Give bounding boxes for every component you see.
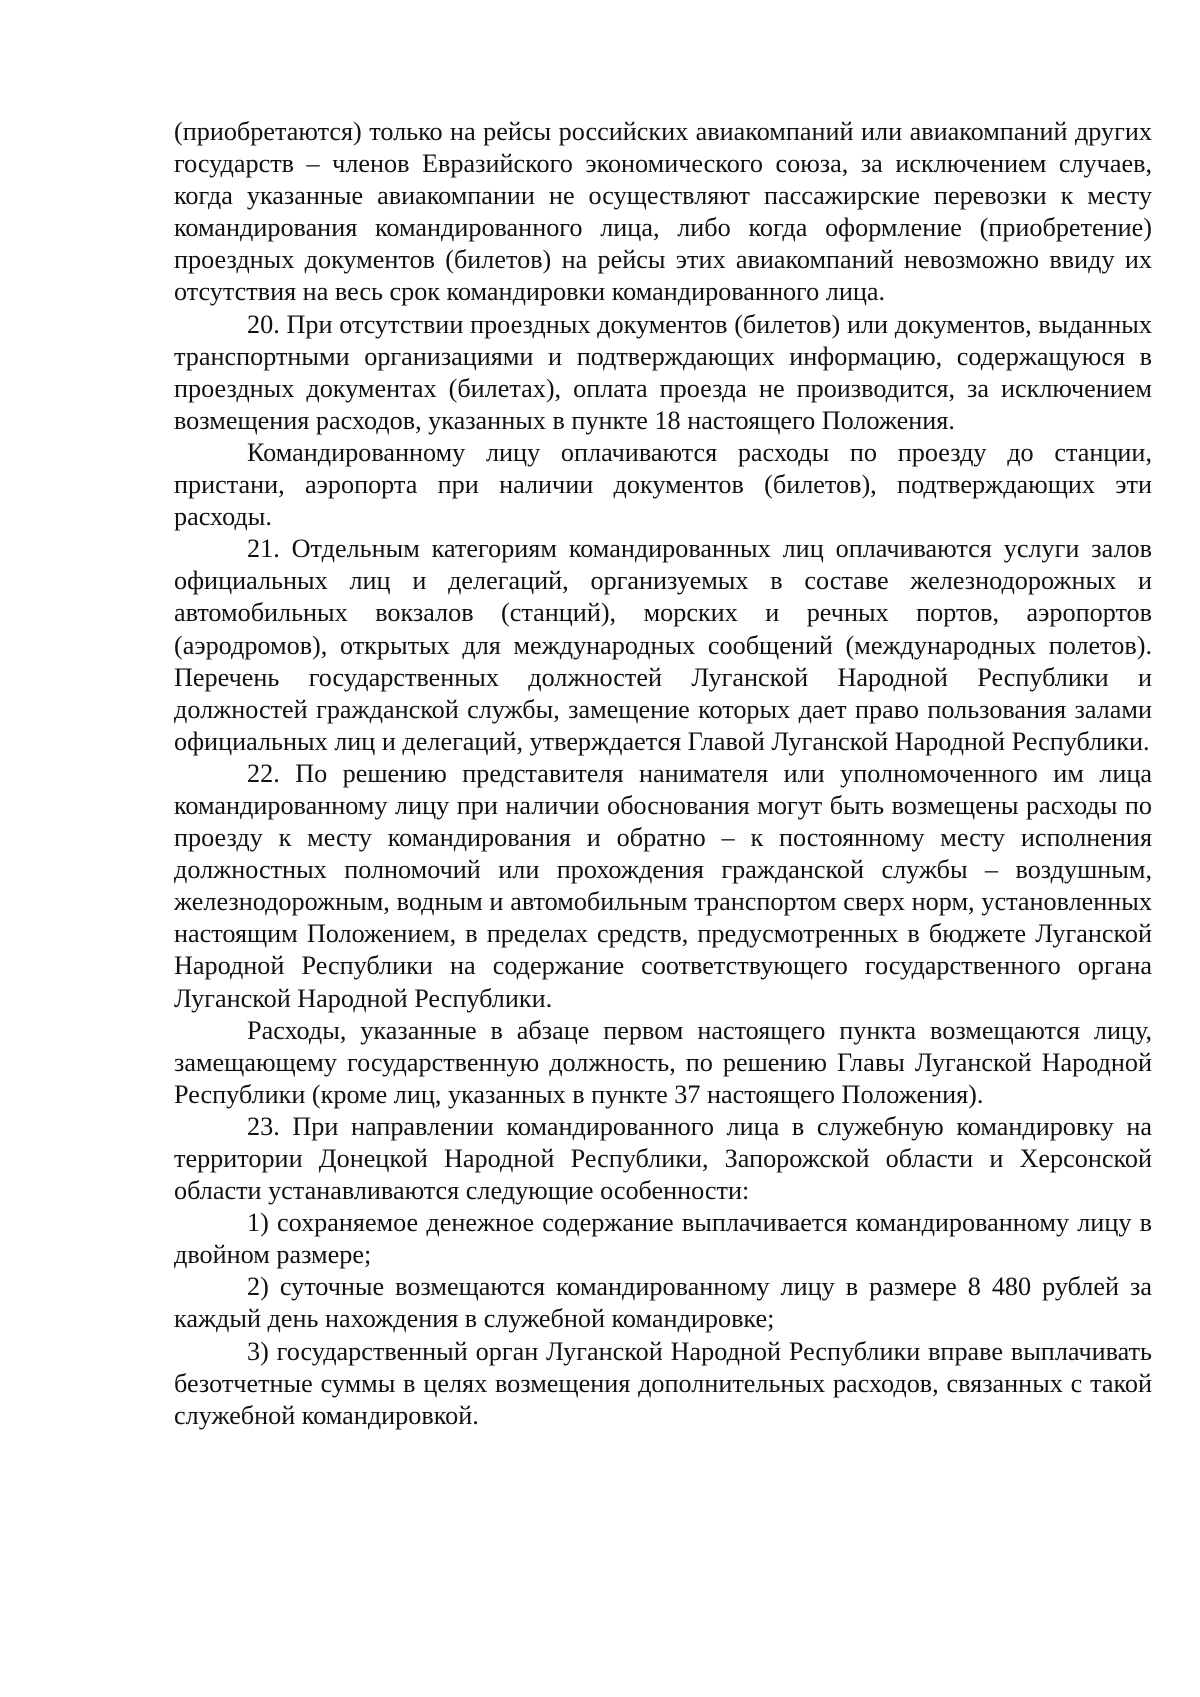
- paragraph-23-item-1: 1) сохраняемое денежное содержание выплачивается командированному лицу в двойном размере;: [174, 1208, 1152, 1270]
- paragraph-22: 22. По решению представителя нанимателя или уполномоченного им лица командированному лицу при наличии обоснования могут быть возмещены расходы по проезду к месту командирования и обратно – к постоянному месту исполнения должностных полномочий или прохождения гражданской службы – воздушным, железнодорожным, водным и автомобильным транспортом сверх норм, установленных настоящим Положением, в пределах средств, предусмотренных в бюджете Луганской Народной Республики на содержание соответствующего государственного органа Луганской Народной Республики.: [174, 758, 1152, 1013]
- paragraph-21: 21. Отдельным категориям командированных лиц оплачиваются услуги залов официальных лиц и делегаций, организуемых в составе железнодорожных и автомобильных вокзалов (станций), морских и речных портов, аэропортов (аэродромов), открытых для международных сообщений (международных полетов). Перечень государственных должностей Луганской Народной Республики и должностей гражданской службы, замещение которых дает право пользования залами официальных лиц и делегаций, утверждается Главой Луганской Народной Республики.: [174, 534, 1152, 756]
- paragraph-22-second: Расходы, указанные в абзаце первом настоящего пункта возмещаются лицу, замещающему государственную должность, по решению Главы Луганской Народной Республики (кроме лиц, указанных в пункте 37 настоящего Положения).: [174, 1015, 1152, 1109]
- paragraph-continuation-19: (приобретаются) только на рейсы российских авиакомпаний или авиакомпаний других государств – членов Евразийского экономического союза, за исключением случаев, когда указанные авиакомпании не осуществляют пассажирские перевозки к месту командирования командированного лица, либо когда оформление (приобретение) проездных документов (билетов) на рейсы этих авиакомпаний невозможно ввиду их отсутствия на весь срок командировки командированного лица.: [174, 117, 1152, 307]
- paragraph-20: 20. При отсутствии проездных документов (билетов) или документов, выданных транспортными организациями и подтверждающих информацию, содержащуюся в проездных документах (билетах), оплата проезда не производится, за исключением возмещения расходов, указанных в пункте 18 настоящего Положения.: [174, 309, 1152, 435]
- paragraph-23-item-2: 2) суточные возмещаются командированному лицу в размере 8 480 рублей за каждый день нахождения в служебной командировке;: [174, 1272, 1152, 1334]
- document-page: [174, 116, 1152, 1432]
- paragraph-20-second: Командированному лицу оплачиваются расходы по проезду до станции, пристани, аэропорта при наличии документов (билетов), подтверждающих эти расходы.: [174, 437, 1152, 532]
- paragraph-23: 23. При направлении командированного лица в служебную командировку на территории Донецкой Народной Республики, Запорожской области и Херсонской области устанавливаются следующие особенности:: [174, 1111, 1152, 1206]
- paragraph-23-item-3: 3) государственный орган Луганской Народной Республики вправе выплачивать безотчетные суммы в целях возмещения дополнительных расходов, связанных с такой служебной командировкой.: [174, 1336, 1152, 1430]
